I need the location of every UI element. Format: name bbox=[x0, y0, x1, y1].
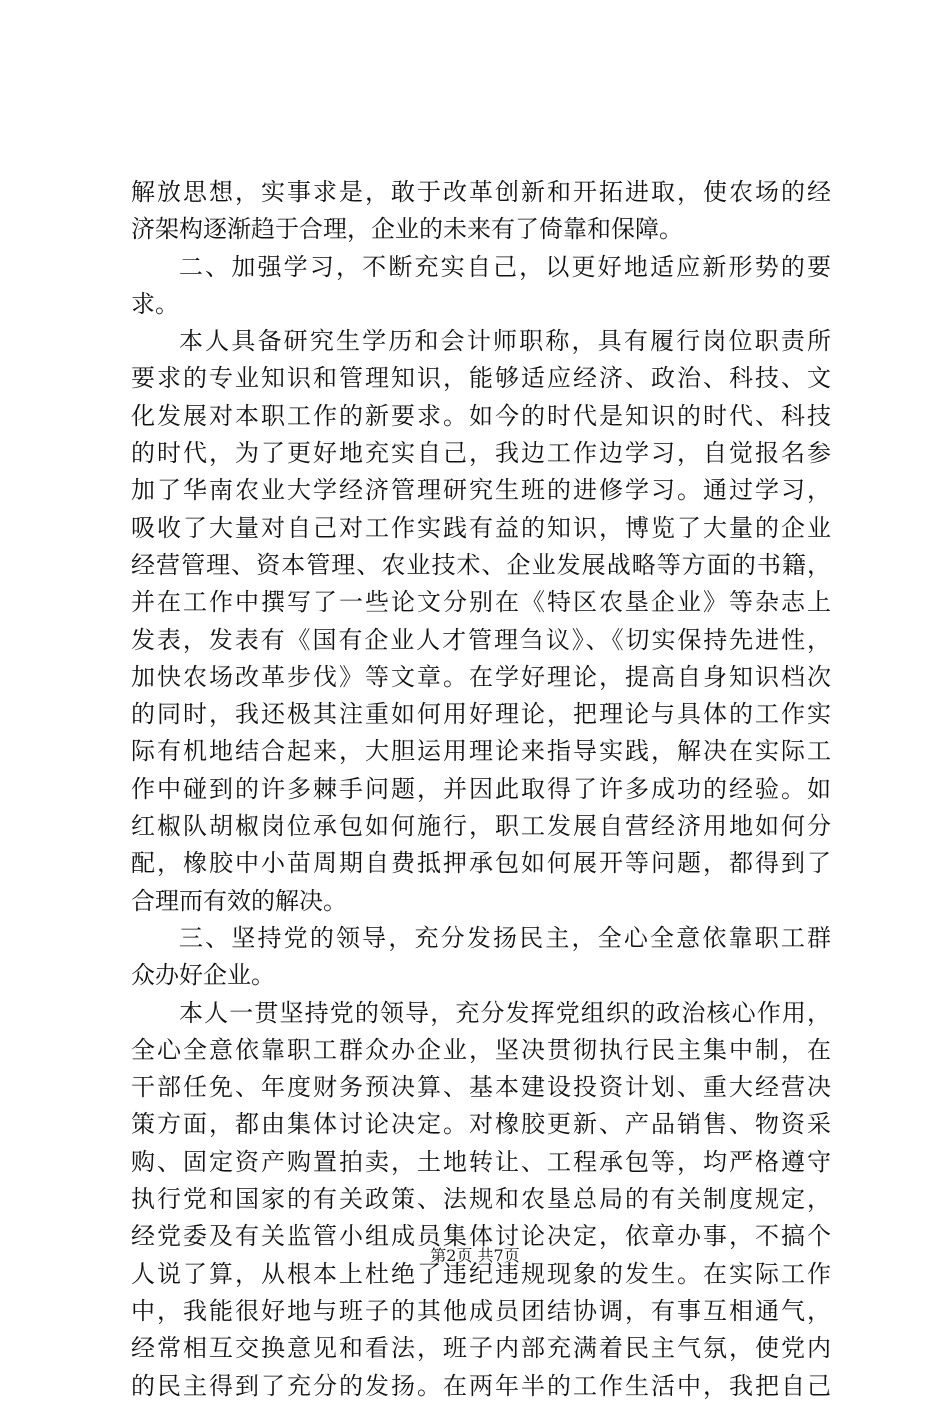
text-line: 际有机地结合起来，大胆运用理论来指导实践，解决在实际工 bbox=[131, 737, 831, 766]
text-line: 购、固定资产购置拍卖，土地转让、工程承包等，均严格遵守 bbox=[131, 1147, 831, 1176]
text-line: 经常相互交换意见和看法，班子内部充满着民主气氛，使党内 bbox=[131, 1334, 831, 1363]
text-line: 的时代，为了更好地充实自己，我边工作边学习，自觉报名参 bbox=[131, 439, 831, 468]
text-line: 的民主得到了充分的发扬。在两年半的工作生活中，我把自己 bbox=[131, 1371, 831, 1400]
text-line: 本人一贯坚持党的领导，充分发挥党组织的政治核心作用， bbox=[179, 998, 831, 1027]
document-body bbox=[131, 174, 831, 1405]
text-line: 红椒队胡椒岗位承包如何施行，职工发展自营经济用地如何分 bbox=[131, 812, 831, 841]
text-line: 执行党和国家的有关政策、法规和农垦总局的有关制度规定， bbox=[131, 1185, 831, 1214]
page-number-label: 第2页 共7页 bbox=[430, 1246, 520, 1265]
text-line: 济架构逐渐趋于合理，企业的未来有了倚靠和保障。 bbox=[131, 215, 683, 244]
text-line: 配，橡胶中小苗周期自费抵押承包如何展开等问题，都得到了 bbox=[131, 849, 831, 878]
text-line: 全心全意依靠职工群众办企业，坚决贯彻执行民主集中制，在 bbox=[131, 1035, 831, 1064]
text-line: 经营管理、资本管理、农业技术、企业发展战略等方面的书籍， bbox=[131, 550, 831, 579]
text-line: 合理而有效的解决。 bbox=[131, 886, 347, 915]
page-footer bbox=[0, 1244, 950, 1268]
text-line: 的同时，我还极其注重如何用好理论，把理论与具体的工作实 bbox=[131, 700, 831, 729]
text-line: 发表，发表有《国有企业人才管理刍议》、《切实保持先进性， bbox=[131, 625, 831, 654]
text-line: 并在工作中撰写了一些论文分别在《特区农垦企业》等杂志上 bbox=[131, 588, 831, 617]
text-line: 解放思想，实事求是，敢于改革创新和开拓进取，使农场的经 bbox=[131, 178, 831, 206]
text-line: 吸收了大量对自己对工作实践有益的知识，博览了大量的企业 bbox=[131, 513, 831, 542]
text-line: 求。 bbox=[131, 289, 179, 318]
text-line: 干部任免、年度财务预决算、基本建设投资计划、重大经营决 bbox=[131, 1073, 831, 1102]
text-line: 二、加强学习，不断充实自己，以更好地适应新形势的要 bbox=[179, 252, 831, 281]
text-line: 本人具备研究生学历和会计师职称，具有履行岗位职责所 bbox=[179, 327, 831, 356]
text-line: 众办好企业。 bbox=[131, 961, 275, 990]
text-line: 要求的专业知识和管理知识，能够适应经济、政治、科技、文 bbox=[131, 364, 831, 393]
text-line: 策方面，都由集体讨论决定。对橡胶更新、产品销售、物资采 bbox=[131, 1110, 831, 1139]
text-line: 化发展对本职工作的新要求。如今的时代是知识的时代、科技 bbox=[131, 401, 831, 430]
text-line: 经党委及有关监管小组成员集体讨论决定，依章办事，不搞个 bbox=[131, 1222, 831, 1251]
text-line: 加快农场改革步伐》等文章。在学好理论，提高自身知识档次 bbox=[131, 662, 831, 691]
text-line: 中，我能很好地与班子的其他成员团结协调，有事互相通气， bbox=[131, 1296, 831, 1325]
text-line: 作中碰到的许多棘手问题，并因此取得了许多成功的经验。如 bbox=[131, 774, 831, 803]
text-line: 人说了算，从根本上杜绝了违纪违规现象的发生。在实际工作 bbox=[131, 1259, 831, 1288]
text-line: 三、坚持党的领导，充分发扬民主，全心全意依靠职工群 bbox=[179, 923, 831, 952]
text-line: 加了华南农业大学经济管理研究生班的进修学习。通过学习， bbox=[131, 476, 831, 505]
